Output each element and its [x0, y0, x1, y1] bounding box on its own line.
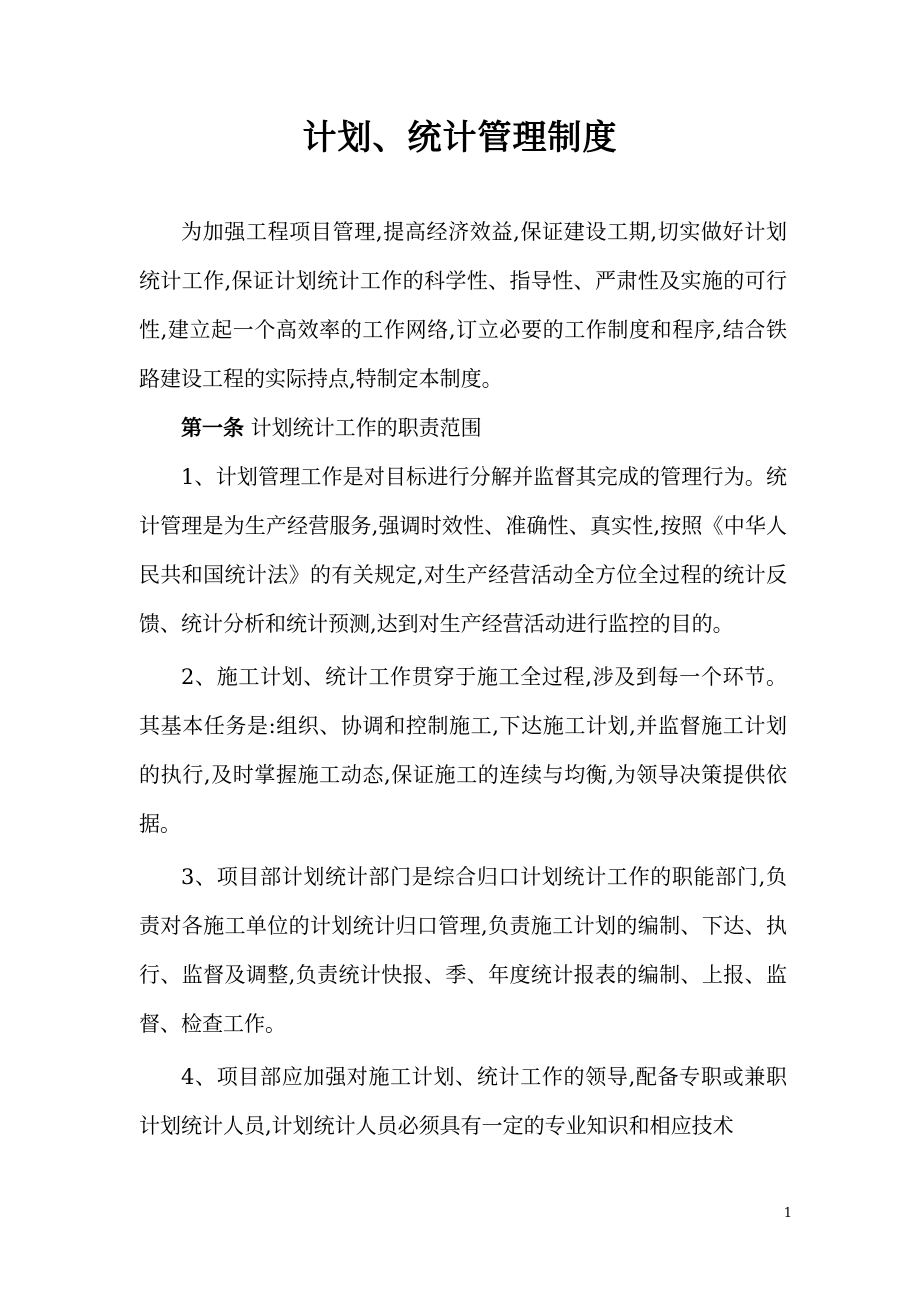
page-number: 1: [783, 1206, 792, 1221]
article-title: 计划统计工作的职责范围: [244, 416, 482, 440]
item-paragraph-1: 1、计划管理工作是对目标进行分解并监督其完成的管理行为。统计管理是为生产经营服务,强调时效性、准确性、真实性,按照《中华人民共和国统计法》的有关规定,对生产经营活动全方位全过程的统计反馈、统计分析和统计预测,达到对生产经营活动进行监控的目的。: [139, 465, 787, 636]
item-paragraph-2: 2、施工计划、统计工作贯穿于施工全过程,涉及到每一个环节。其基本任务是:组织、协调和控制施工,下达施工计划,并监督施工计划的执行,及时掌握施工动态,保证施工的连续与均衡,为领导决策提供依据。: [139, 665, 787, 836]
item-paragraph-4: 4、项目部应加强对施工计划、统计工作的领导,配备专职或兼职计划统计人员,计划统计人员必须具有一定的专业知识和相应技术: [139, 1065, 787, 1138]
item-paragraph-3: 3、项目部计划统计部门是综合归口计划统计工作的职能部门,负责对各施工单位的计划统计归口管理,负责施工计划的编制、下达、执行、监督及调整,负责统计快报、季、年度统计报表的编制、上报、监督、检查工作。: [139, 865, 787, 1036]
intro-paragraph: 为加强工程项目管理,提高经济效益,保证建设工期,切实做好计划统计工作,保证计划统计工作的科学性、指导性、严肃性及实施的可行性,建立起一个高效率的工作网络,订立必要的工作制度和程序,结合铁路建设工程的实际持点,特制定本制度。: [139, 220, 787, 391]
document-title: 计划、统计管理制度: [302, 118, 618, 158]
article-label: 第一条: [181, 416, 244, 440]
article-heading: [139, 404, 787, 453]
document-body: [139, 208, 787, 1151]
